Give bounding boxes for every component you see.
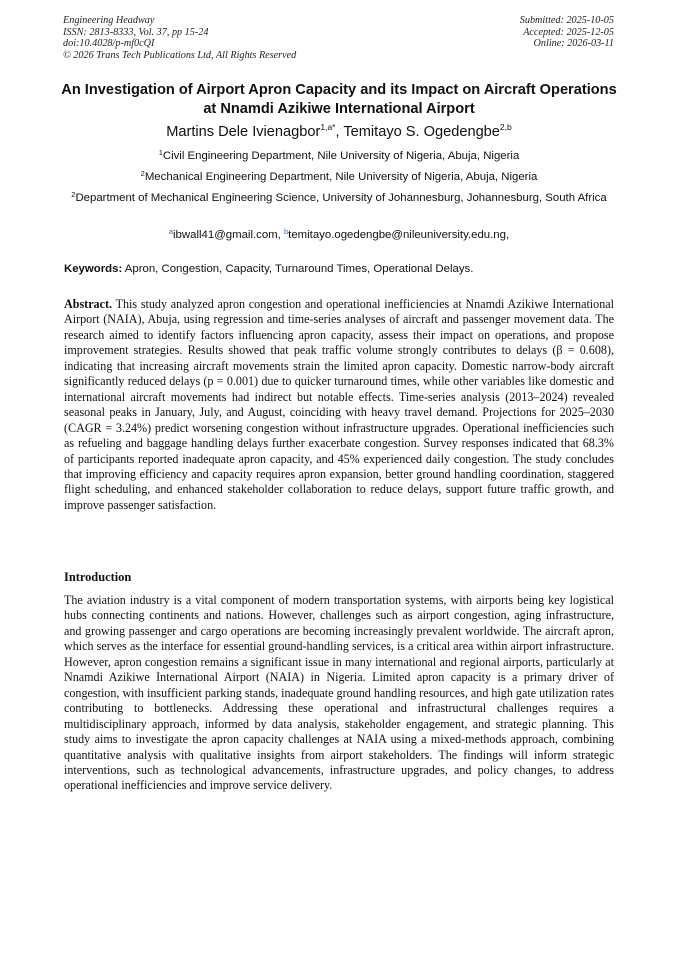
submission-dates xyxy=(520,15,614,50)
abstract xyxy=(64,297,614,513)
abstract-label: Abstract. xyxy=(64,297,113,311)
affiliation-text: Civil Engineering Department, Nile University of Nigeria, Abuja, Nigeria xyxy=(162,150,520,162)
issn-volume: ISSN: 2813-8333, Vol. 37, pp 15-24 xyxy=(63,26,209,38)
affiliation-text: Mechanical Engineering Department, Nile University of Nigeria, Abuja, Nigeria xyxy=(144,171,538,183)
introduction-paragraph: The aviation industry is a vital component of modern transportation systems, with airports being key logistical hubs connecting continents and nations. However, challenges such as airport congestion, aging infrastructure, and growing passenger and cargo operations are becoming increasingly prevalent worldwide. The aircraft apron, which serves as the interface for essential ground-handling services, is a critical area within airport infrastructure. However, apron congestion remains a significant issue in many international and regional airports, particularly at Nnamdi Azikiwe International Airport (NAIA) in Nigeria. Limited apron capacity is a primary driver of congestion, with insufficient parking stands, inadequate ground handling resources, and high gate utilization rates contributing to bottlenecks. Addressing these operational and infrastructural challenges requires a multidisciplinary approach, informed by data analysis, stakeholder engagement, and strategic planning. This study aims to investigate the apron capacity challenges at NAIA using a mixed-methods approach, combining quantitative analysis with qualitative insights from airport stakeholders. The findings will inform strategic interventions, such as technological advancements, infrastructure upgrades, and policy changes, to address operational inefficiencies and improve service delivery. xyxy=(64,593,614,793)
author-affiliation-mark: 2,b xyxy=(499,122,512,132)
abstract-text: This study analyzed apron congestion and operational inefficiencies at Nnamdi Azikiwe International Airport (NAIA), Abuja, using regression and time-series analyses of aircraft and passenger movement data. The research aimed to identify factors influencing apron capacity, assess their impact on operations, and propose improvement strategies. Results showed that peak traffic volume strongly contributes to delays (β = 0.608), indicating that increasing aircraft movements strain the limited apron capacity. Domestic narrow-body aircraft significantly reduced delays (p = 0.001) due to quicker turnaround times, while other variables like domestic and international aircraft movements had indirect but notable effects. Time-series analysis (2013–2024) revealed seasonal peaks in January, July, and August, coinciding with heavy travel demand. Projections for 2025–2030 (CAGR = 3.24%) predict worsening congestion without infrastructure upgrades. Operational inefficiencies such as refueling and baggage handling delays further exacerbate congestion. Survey responses indicated that 68.3% of participants reported inadequate apron capacity, and 45% experienced daily congestion. The study concludes that improving efficiency and capacity requires apron expansion, better ground handling coordination, staggered flight scheduling, and enhanced stakeholder collaboration to reduce delays, support future traffic growth, and improve passenger satisfaction. xyxy=(64,297,614,512)
affiliation-mark: 2 xyxy=(140,169,145,178)
author-affiliation-mark: 1,a* xyxy=(320,122,336,132)
paper-title: An Investigation of Airport Apron Capacity and its Impact on Aircraft Operations at Nnamdi Azikiwe International Airport xyxy=(61,82,617,117)
keywords-label: Keywords: xyxy=(64,263,123,275)
journal-name: Engineering Headway xyxy=(63,15,155,26)
affiliation xyxy=(64,170,614,185)
copyright: © 2026 Trans Tech Publications Ltd, All Rights Reserved xyxy=(63,49,297,61)
doi[interactable]: doi:10.4028/p-mf0cQI xyxy=(63,38,155,50)
email-link[interactable]: ibwall41@gmail.com, xyxy=(173,229,284,241)
section-heading-introduction: Introduction xyxy=(64,570,132,584)
author-list xyxy=(60,123,618,141)
author-emails xyxy=(64,228,614,243)
affiliation-mark: 1 xyxy=(158,148,163,157)
submitted-date: Submitted: 2025-10-05 xyxy=(519,15,614,26)
affiliation xyxy=(64,191,614,206)
online-date: Online: 2026-03-11 xyxy=(533,38,614,50)
author-name: Temitayo S. Ogedengbe xyxy=(343,124,500,140)
keywords-text: Apron, Congestion, Capacity, Turnaround Times, Operational Delays. xyxy=(122,263,474,275)
journal-info xyxy=(63,15,296,61)
keywords xyxy=(64,262,616,277)
email-link[interactable]: temitayo.ogedengbe@nileuniversity.edu.ng, xyxy=(288,229,510,241)
affiliation-mark: 2 xyxy=(71,190,76,199)
affiliation-text: Department of Mechanical Engineering Science, University of Johannesburg, Johannesburg, South Africa xyxy=(75,192,607,204)
email-mark: b xyxy=(283,227,289,236)
author-name: Martins Dele Ivienagbor xyxy=(166,124,321,140)
accepted-date: Accepted: 2025-12-05 xyxy=(523,26,614,38)
email-mark: a xyxy=(168,227,174,236)
author-separator: , xyxy=(335,124,344,140)
affiliation xyxy=(64,149,614,164)
